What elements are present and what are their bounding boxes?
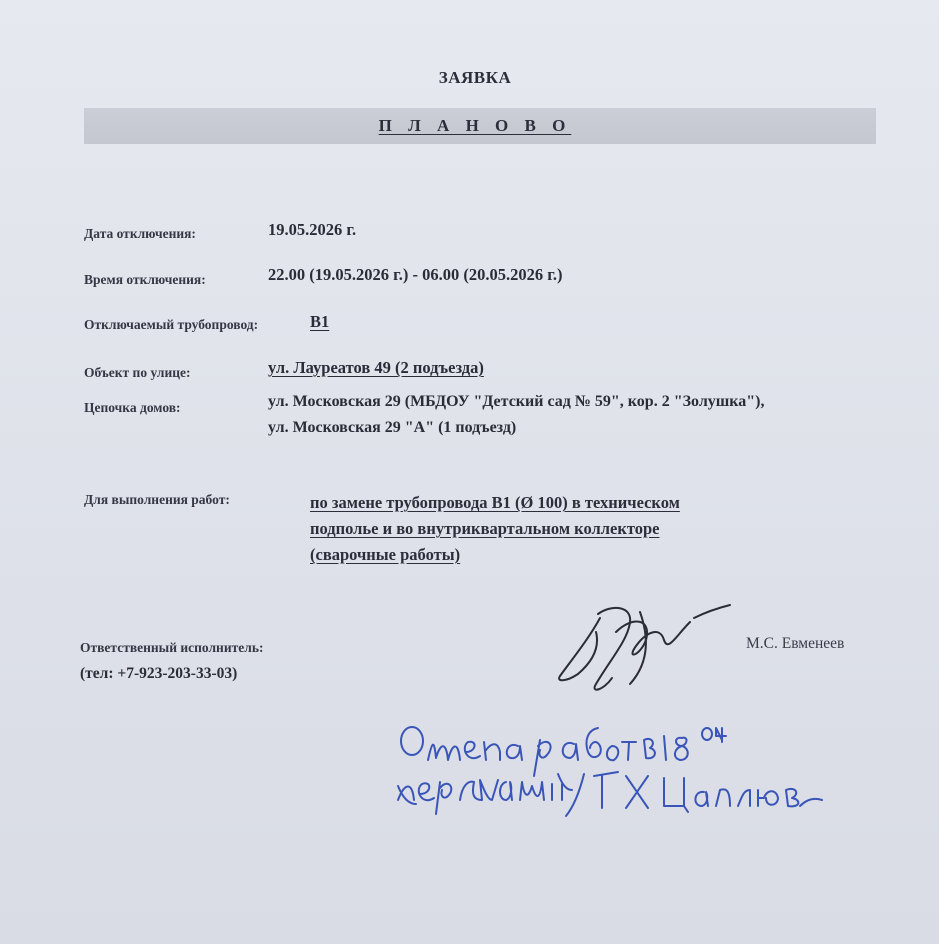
document-title: ЗАЯВКА [438,68,512,87]
work-label: Для выполнения работ: [84,492,230,507]
object-label: Объект по улице: [84,365,191,380]
responsible-name: М.С. Евменеев [746,635,845,652]
signature [559,605,730,690]
work-line-3: (сварочные работы) [310,545,461,564]
planned-mode-heading: П Л А Н О В О [378,116,572,135]
responsible-label: Ответственный исполнитель: [80,640,264,655]
object-value: ул. Лауреатов 49 (2 подъезда) [268,358,484,377]
work-line-1: по замене трубопровода В1 (Ø 100) в техническом [310,493,680,512]
pipeline-label: Отключаемый трубопровод: [84,317,259,332]
responsible-phone: (тел: +7-923-203-33-03) [80,665,238,682]
work-line-2: подполье и во внутриквартальном коллекторе [310,519,660,538]
house-chain-line-2: ул. Московская 29 "А" (1 подъезд) [268,419,517,436]
time-label: Время отключения: [84,272,206,287]
time-value: 22.00 (19.05.2026 г.) - 06.00 (20.05.2026 г.) [268,265,563,284]
pipeline-value: В1 [310,312,330,331]
house-chain-line-1: ул. Московская 29 (МБДОУ "Детский сад № 59", кор. 2 "Золушка"), [268,393,765,410]
handwritten-note [398,727,822,816]
date-label: Дата отключения: [84,226,196,241]
house-chain-label: Цепочка домов: [84,400,181,415]
date-value: 19.05.2026 г. [268,220,357,239]
